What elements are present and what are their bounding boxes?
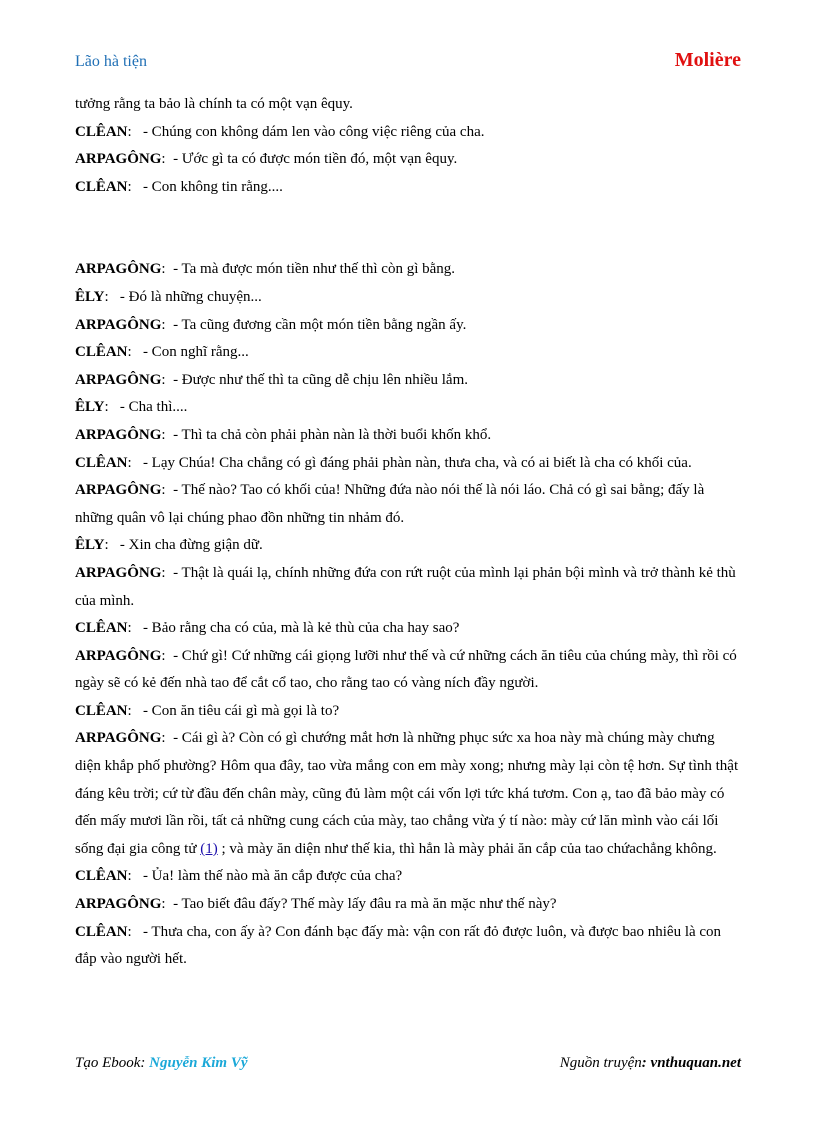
- speaker-name: CLÊAN: [75, 923, 128, 940]
- dialogue-line: ÊLY: - Xin cha đừng giận dữ.: [75, 537, 263, 554]
- dialogue-text: - Thế nào? Tao có khối của! Những đứa nào nói thế là nói láo. Chả có gì sai bằng; đấy là những quân vô lại chúng phao đồn những tin nhảm đó.: [75, 482, 705, 526]
- dialogue-line: CLÊAN: - Ủa! làm thế nào mà ăn cắp được của cha?: [75, 868, 403, 885]
- dialogue-line: CLÊAN: - Bảo rằng cha có của, mà là kẻ thù của cha hay sao?: [75, 620, 460, 637]
- dialogue-text: - Ta cũng đương cần một món tiền bằng ngần ấy.: [173, 316, 467, 333]
- dialogue-line: ARPAGÔNG: - Thật là quái lạ, chính những đứa con rứt ruột của mình lại phản bội mình và trở thành kẻ thù của mình.: [75, 564, 736, 609]
- dialogue-text: - Con ăn tiêu cái gì mà gọi là to?: [142, 702, 340, 719]
- speaker-name: CLÊAN: [75, 868, 128, 885]
- dialogue-line: ÊLY: - Đó là những chuyện...: [75, 288, 262, 305]
- ebook-credit: Tạo Ebook: Nguyễn Kim Vỹ: [75, 1055, 248, 1071]
- dialogue-line: ARPAGÔNG: - Được như thế thì ta cũng dễ chịu lên nhiều lắm.: [75, 371, 469, 388]
- speaker-name: ARPAGÔNG: [75, 316, 162, 333]
- dialogue-line: ARPAGÔNG: - Thế nào? Tao có khối của! Những đứa nào nói thế là nói láo. Chả có gì sai bằng; đấy là những quân vô lại chúng phao đồn những tin nhảm đó.: [75, 482, 705, 526]
- speaker-name: ARPAGÔNG: [75, 730, 162, 747]
- page-content: [75, 91, 741, 974]
- dialogue-line: ARPAGÔNG: - Thì ta chả còn phải phàn nàn là thời buổi khốn khổ.: [75, 426, 492, 443]
- speaker-name: ÊLY: [75, 537, 105, 554]
- blank-space: [75, 201, 741, 256]
- dialogue-text: - Thì ta chả còn phải phàn nàn là thời buổi khốn khổ.: [173, 426, 492, 443]
- dialogue-text: - Thật là quái lạ, chính những đứa con rứt ruột của mình lại phản bội mình và trở thành kẻ thù của mình.: [75, 564, 736, 609]
- source-label: Nguồn truyện: [559, 1055, 642, 1071]
- dialogue-text: - Tao biết đâu đấy? Thế mày lấy đâu ra mà ăn mặc như thế này?: [173, 896, 557, 913]
- speaker-name: CLÊAN: [75, 620, 128, 637]
- speaker-name: ARPAGÔNG: [75, 564, 162, 581]
- speaker-name: ARPAGÔNG: [75, 896, 162, 913]
- dialogue-line: ÊLY: - Cha thì....: [75, 399, 188, 416]
- source-credit: Nguồn truyện: vnthuquan.net: [559, 1055, 741, 1071]
- dialogue-line: ARPAGÔNG: - Chứ gì! Cứ những cái giọng lưỡi như thế và cứ những cách ăn tiêu của chúng mày, thì rồi có ngày sẽ có kẻ đến nhà tao để cắt cổ tao, cho rằng tao có vàng ních đầy người.: [75, 647, 737, 692]
- page-header: [75, 49, 741, 75]
- speaker-name: CLÊAN: [75, 702, 128, 719]
- speaker-name: CLÊAN: [75, 178, 128, 195]
- dialogue-line: CLÊAN: - Lạy Chúa! Cha chẳng có gì đáng phải phàn nàn, thưa cha, và có ai biết là cha có khối của.: [75, 454, 692, 471]
- dialogue-line: CLÊAN: - Con nghĩ rằng...: [75, 344, 249, 361]
- dialogue-line: ARPAGÔNG: - Cái gì à? Còn có gì chướng mắt hơn là những phục sức xa hoa này mà chúng mày chưng diện khắp phố phường? Hôm qua đây, tao vừa mắng con em mày xong; nhưng mày lại còn tệ hơn. Sự tình thật đáng kêu trời; cứ từ đầu đến chân mày, cũng đủ làm một cái vốn lợi tức khá tươm. Con ạ, tao đã bảo mày có đến mấy mươi lần rồi, tất cả những cung cách của mày, tao chẳng vừa ý tí nào: mày cứ lăn mình vào cái lối sống đại gia công tử (1) ; và mày ăn diện như thế kia, thì hẳn là mày phải ăn cắp của tao chứachẳng không.: [75, 730, 739, 857]
- speaker-name: ARPAGÔNG: [75, 426, 162, 443]
- dialogue-text: - Chứ gì! Cứ những cái giọng lưỡi như thế và cứ những cách ăn tiêu của chúng mày, thì rồi có ngày sẽ có kẻ đến nhà tao để cắt cổ tao, cho rằng tao có vàng ních đầy người.: [75, 647, 737, 692]
- dialogue-line: ARPAGÔNG: - Tao biết đâu đấy? Thế mày lấy đâu ra mà ăn mặc như thế này?: [75, 896, 557, 913]
- dialogue-text: - Ước gì ta có được món tiền đó, một vạn êquy.: [173, 151, 458, 168]
- dialogue-line: CLÊAN: - Con ăn tiêu cái gì mà gọi là to?: [75, 702, 340, 719]
- dialogue-text: - Xin cha đừng giận dữ.: [119, 537, 263, 554]
- book-author: Molière: [674, 49, 741, 71]
- dialogue-text: - Được như thế thì ta cũng dễ chịu lên nhiều lắm.: [173, 371, 469, 388]
- footnote-link[interactable]: (1): [200, 840, 218, 857]
- speaker-name: CLÊAN: [75, 344, 128, 361]
- dialogue-text: - Bảo rằng cha có của, mà là kẻ thù của cha hay sao?: [142, 620, 460, 637]
- speaker-name: ÊLY: [75, 288, 105, 305]
- dialogue-text: - Lạy Chúa! Cha chẳng có gì đáng phải phàn nàn, thưa cha, và có ai biết là cha có khối của.: [142, 454, 692, 471]
- dialogue-text: - Thưa cha, con ấy à? Con đánh bạc đấy mà: vận con rất đỏ được luôn, và được bao nhiêu là con đắp vào người hết.: [75, 923, 722, 968]
- speaker-name: ARPAGÔNG: [75, 151, 162, 168]
- dialogue-text: - Cha thì....: [119, 399, 188, 416]
- book-title: Lão hà tiện: [75, 53, 147, 70]
- dialogue-text: - Con nghĩ rằng...: [142, 344, 249, 361]
- speaker-name: ÊLY: [75, 399, 105, 416]
- dialogue-line: CLÊAN: - Thưa cha, con ấy à? Con đánh bạc đấy mà: vận con rất đỏ được luôn, và được bao nhiêu là con đắp vào người hết.: [75, 923, 722, 968]
- source-site: vnthuquan.net: [650, 1055, 741, 1071]
- dialogue-line: ARPAGÔNG: - Ta cũng đương cần một món tiền bằng ngần ấy.: [75, 316, 467, 333]
- dialogue-line: ARPAGÔNG: - Ta mà được món tiền như thế thì còn gì bằng.: [75, 261, 456, 278]
- speaker-name: CLÊAN: [75, 123, 128, 140]
- speaker-name: CLÊAN: [75, 454, 128, 471]
- dialogue-text: ; và mày ăn diện như thế kia, thì hẳn là mày phải ăn cắp của tao chứachẳng không.: [221, 840, 717, 857]
- dialogue-text: - Con không tin rằng....: [142, 178, 283, 195]
- speaker-name: ARPAGÔNG: [75, 261, 162, 278]
- dialogue-line: CLÊAN: - Con không tin rằng....: [75, 178, 283, 195]
- speaker-name: ARPAGÔNG: [75, 647, 162, 664]
- dialogue-text: - Chúng con không dám len vào công việc riêng của cha.: [142, 123, 485, 140]
- dialogue-text: - Ta mà được món tiền như thế thì còn gì bằng.: [173, 261, 456, 278]
- speaker-name: ARPAGÔNG: [75, 482, 162, 499]
- paragraph: tưởng rằng ta bảo là chính ta có một vạn êquy.: [75, 96, 353, 112]
- dialogue-line: ARPAGÔNG: - Ước gì ta có được món tiền đó, một vạn êquy.: [75, 151, 458, 168]
- dialogue-text: - Đó là những chuyện...: [119, 288, 262, 305]
- ebook-creator: Nguyễn Kim Vỹ: [149, 1055, 248, 1071]
- speaker-name: ARPAGÔNG: [75, 371, 162, 388]
- dialogue-text: - Ủa! làm thế nào mà ăn cắp được của cha?: [142, 868, 403, 885]
- dialogue-line: CLÊAN: - Chúng con không dám len vào công việc riêng của cha.: [75, 123, 485, 140]
- ebook-label: Tạo Ebook: [75, 1055, 141, 1071]
- dialogue-text: - Cái gì à? Còn có gì chướng mắt hơn là những phục sức xa hoa này mà chúng mày chưng diện khắp phố phường? Hôm qua đây, tao vừa mắng con em mày xong; nhưng mày lại còn tệ hơn. Sự tình thật đáng kêu trời; cứ từ đầu đến chân mày, cũng đủ làm một cái vốn lợi tức khá tươm. Con ạ, tao đã bảo mày có đến mấy mươi lần rồi, tất cả những cung cách của mày, tao chẳng vừa ý tí nào: mày cứ lăn mình vào cái lối sống đại gia công tử: [75, 730, 739, 857]
